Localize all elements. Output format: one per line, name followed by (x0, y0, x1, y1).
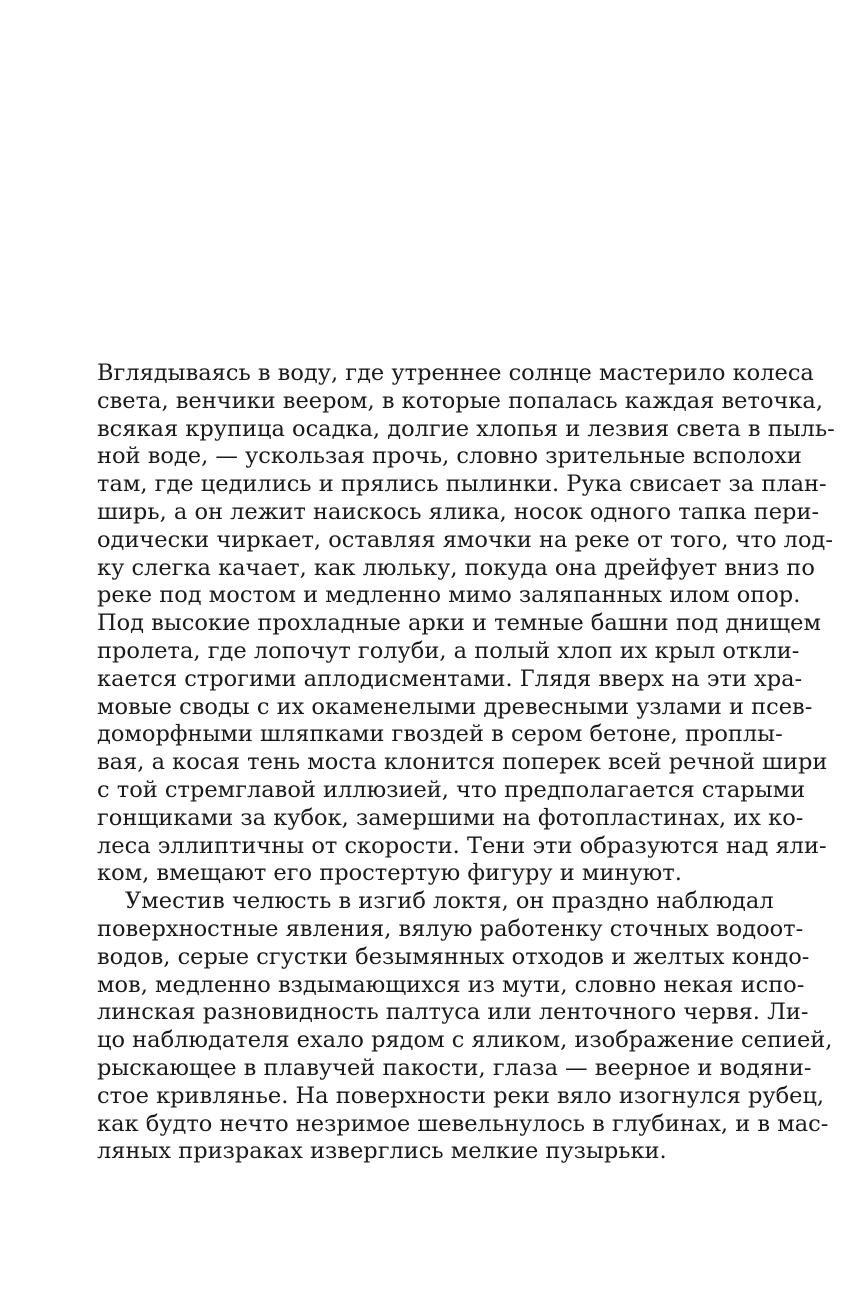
text-line: вая, а косая тень моста клонится поперек всей речной шири (97, 749, 828, 776)
text-line: линская разновидность палтуса или ленточного червя. Ли- (97, 999, 809, 1026)
text-line: ком, вмещают его простертую фигуру и минуют. (97, 860, 682, 887)
text-line: ной воде, — ускользая прочь, словно зрительные всполохи (97, 443, 802, 470)
text-line: одически чиркает, оставляя ямочки на реке от того, что лод- (97, 526, 833, 553)
text-line: цо наблюдателя ехало рядом с яликом, изображение сепией, (97, 1027, 833, 1054)
text-line: реке под мостом и медленно мимо заляпанных илом опор. (97, 582, 801, 609)
text-line: леса эллиптичны от скорости. Тени эти образуются над яли- (97, 832, 827, 859)
text-line: кается строгими аплодисментами. Глядя вверх на эти хра- (97, 665, 803, 692)
text-line: всякая крупица осадка, долгие хлопья и лезвия света в пыль- (97, 415, 835, 442)
text-line: ширь, а он лежит наискось ялика, носок одного тапка пери- (97, 498, 820, 525)
text-line: поверхностные явления, вялую работенку сточных водоот- (97, 915, 804, 942)
body-text (97, 360, 835, 1166)
text-line: Вглядываясь в воду, где утреннее солнце мастерило колеса (97, 360, 814, 386)
text-line: Под высокие прохладные арки и темные башни под днищем (97, 610, 821, 637)
text-line: света, венчики веером, в которые попалась каждая веточка, (97, 387, 823, 414)
text-line: там, где цедились и прялись пылинки. Рука свисает за план- (97, 471, 827, 498)
paragraph-2 (97, 888, 833, 1166)
text-line: Уместив челюсть в изгиб локтя, он праздно наблюдал (125, 888, 774, 915)
text-line: доморфными шляпками гвоздей в сером бетоне, проплы- (97, 721, 783, 748)
text-line: пролета, где лопочут голуби, а полый хлоп их крыл откли- (97, 637, 800, 664)
text-line: ляных призраках изверглись мелкие пузырьки. (97, 1138, 667, 1165)
text-line: ку слегка качает, как люльку, покуда она дрейфует вниз по (97, 554, 815, 581)
text-line: водов, серые сгустки безымянных отходов и желтых кондо- (97, 943, 810, 970)
text-line: стое кривлянье. На поверхности реки вяло изогнулся рубец, (97, 1082, 825, 1109)
text-line: мовые своды с их окаменелыми древесными узлами и псев- (97, 693, 813, 720)
text-line: как будто нечто незримое шевельнулось в глубинах, и в мас- (97, 1110, 829, 1137)
paragraph-1 (97, 360, 835, 888)
text-line: мов, медленно вздымающихся из мути, словно некая испо- (97, 971, 805, 998)
text-line: гонщиками за кубок, замершими на фотопластинах, их ко- (97, 804, 804, 831)
text-line: рыскающее в плавучей пакости, глаза — веерное и водяни- (97, 1054, 812, 1081)
text-line: с той стремглавой иллюзией, что предполагается старыми (97, 776, 806, 803)
